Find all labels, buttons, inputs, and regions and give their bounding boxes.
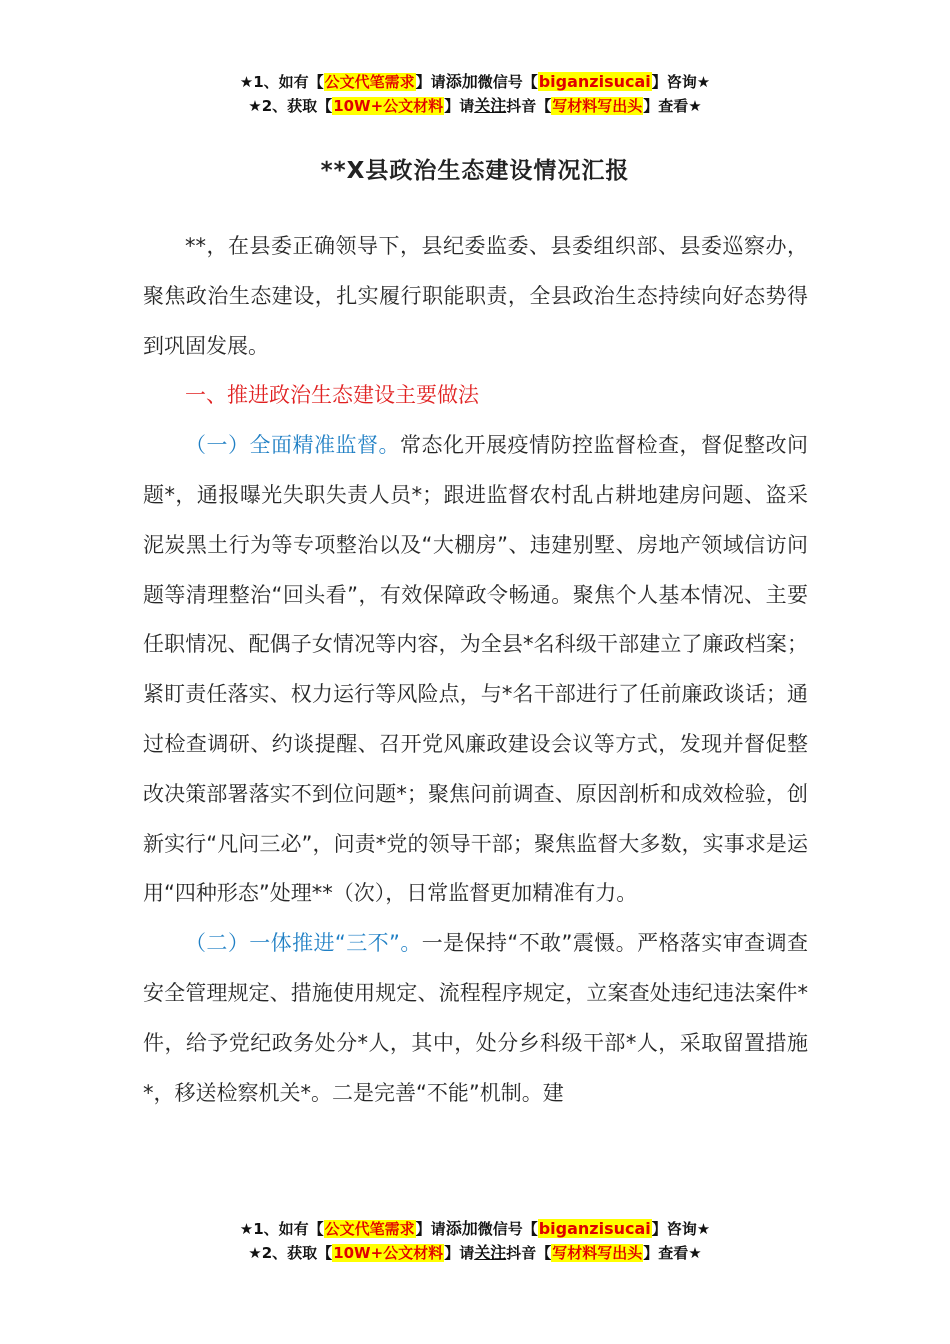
promo-text: 微信号【 <box>477 73 538 91</box>
promo-emphasis: 添加 <box>445 1219 478 1238</box>
promo-highlight: 10W+公文材料 <box>333 97 444 115</box>
promo-text: 】查看★ <box>643 97 702 115</box>
promo-text: 】咨询★ <box>651 1220 711 1238</box>
promo-text: 】请 <box>415 1220 446 1238</box>
promo-text: 】查看★ <box>643 1244 702 1262</box>
promo-douyin-id: 写材料写出头 <box>552 1244 643 1262</box>
promo-text: 】请 <box>444 1244 475 1262</box>
promo-banner-top <box>0 70 950 118</box>
promo-emphasis: 关注 <box>474 1243 507 1262</box>
promo-line-1 <box>0 1217 950 1241</box>
promo-line-1 <box>0 70 950 94</box>
promo-text: ★1、如有【 <box>239 1220 324 1238</box>
promo-line-2 <box>0 94 950 118</box>
promo-emphasis: 关注 <box>474 96 507 115</box>
promo-text: 抖音【 <box>506 1244 552 1262</box>
document-body <box>143 222 808 1118</box>
promo-highlight: 公文代笔需求 <box>324 1220 415 1238</box>
subsection-body-2: 一是保持“不敢”震慑。严格落实审查调查安全管理规定、措施使用规定、流程程序规定，立案查处违纪违法案件*件，给予党纪政务处分*人，其中，处分乡科级干部*人，采取留置措施*，移送检察机关*。二是完善“不能”机制。建 <box>143 931 808 1105</box>
promo-douyin-id: 写材料写出头 <box>552 97 643 115</box>
subsection-heading-1: （一）全面精准监督。 <box>185 433 400 458</box>
promo-banner-bottom <box>0 1217 950 1265</box>
promo-text: 】请 <box>444 97 475 115</box>
promo-text: ★2、获取【 <box>248 97 333 115</box>
promo-highlight: 10W+公文材料 <box>333 1244 444 1262</box>
promo-text: ★2、获取【 <box>248 1244 333 1262</box>
promo-text: 微信号【 <box>477 1220 538 1238</box>
promo-highlight: 公文代笔需求 <box>324 73 415 91</box>
promo-text: 】请 <box>415 73 446 91</box>
promo-text: 抖音【 <box>506 97 552 115</box>
promo-emphasis: 添加 <box>445 72 478 91</box>
promo-text: ★1、如有【 <box>239 73 324 91</box>
document-title: **X县政治生态建设情况汇报 <box>320 158 630 184</box>
subsection-paragraph-1 <box>143 421 808 919</box>
subsection-paragraph-2 <box>143 919 808 1118</box>
subsection-heading-2: （二）一体推进“三不”。 <box>185 931 422 956</box>
subsection-body-1: 常态化开展疫情防控监督检查，督促整改问题*，通报曝光失职失责人员*；跟进监督农村乱占耕地建房问题、盗采泥炭黑土行为等专项整治以及“大棚房”、违建别墅、房地产领域信访问题等清理整治“回头看”，有效保障政令畅通。聚焦个人基本情况、主要任职情况、配偶子女情况等内容，为全县*名科级干部建立了廉政档案；紧盯责任落实、权力运行等风险点，与*名干部进行了任前廉政谈话；通过检查调研、约谈提醒、召开党风廉政建设会议等方式，发现并督促整改决策部署落实不到位问题*；聚焦问前调查、原因剖析和成效检验，创新实行“凡问三必”，问责*党的领导干部；聚焦监督大多数，实事求是运用“四种形态”处理**（次），日常监督更加精准有力。 <box>143 433 808 906</box>
intro-paragraph: **，在县委正确领导下，县纪委监委、县委组织部、县委巡察办，聚焦政治生态建设，扎实履行职能职责，全县政治生态持续向好态势得到巩固发展。 <box>143 234 808 358</box>
promo-wechat-id: biganzisucai <box>538 72 651 91</box>
promo-line-2 <box>0 1241 950 1265</box>
promo-text: 】咨询★ <box>651 73 711 91</box>
section-heading: 一、推进政治生态建设主要做法 <box>185 383 479 408</box>
promo-wechat-id: biganzisucai <box>538 1219 651 1238</box>
